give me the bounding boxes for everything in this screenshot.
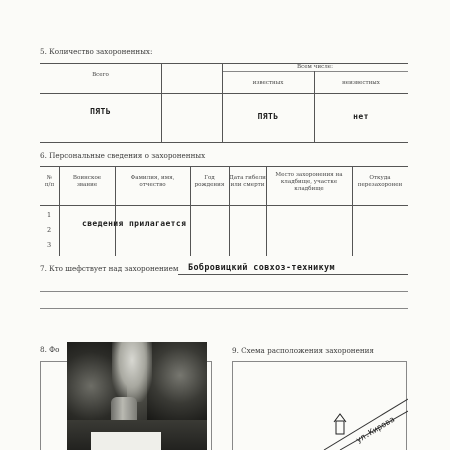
- memorial-photo: [67, 342, 207, 450]
- table5-header-total: Всего: [92, 72, 109, 78]
- table5-divider: [222, 63, 223, 142]
- section6-title: 6. Персональные сведения о захороненных: [40, 151, 206, 160]
- section8-frame-right: [211, 361, 212, 450]
- section5-title: 5. Количество захороненных:: [40, 47, 153, 56]
- row-number-2: 2: [47, 226, 52, 234]
- section8-label: 8. Фо: [40, 345, 60, 354]
- value-unknown: нет: [353, 112, 369, 121]
- street-line: [324, 399, 408, 450]
- table5-header-known: известных: [252, 80, 284, 86]
- table6-header-burial-place: Место захоронения на кладбище, участке кладбище: [275, 172, 343, 192]
- table6-header-birth-year: Год рождения: [194, 175, 225, 188]
- table5-sub-rule: [222, 71, 408, 72]
- table5-header-including: Всем числе:: [297, 64, 333, 70]
- value-known: ПЯТЬ: [257, 112, 279, 121]
- row-number-1: 1: [47, 211, 52, 219]
- burial-layout-sketch: [232, 361, 408, 450]
- table5-bottom-rule: [40, 142, 408, 143]
- table5-header-unknown: неизвестных: [342, 80, 380, 86]
- section7-underline: [178, 274, 408, 275]
- table5-header-rule: [40, 93, 408, 94]
- section7-label: 7. Кто шефствует над захоронением: [40, 264, 179, 273]
- section8-frame-left: [40, 361, 41, 450]
- value-total: ПЯТЬ: [90, 107, 111, 116]
- burial-marker-icon: [334, 414, 346, 434]
- table5-divider: [161, 63, 162, 142]
- table6-header-name: Фамилия, имя, отчество: [130, 175, 175, 188]
- typed-note-data-attached: сведения прилагается: [82, 219, 187, 228]
- table6-header-death-date: Дата гибели или смерти: [229, 175, 266, 188]
- blank-line: [40, 308, 408, 309]
- blank-line: [40, 291, 408, 292]
- table6-header-reburied-from: Откуда перезахоронен: [357, 175, 403, 188]
- section9-label: 9. Схема расположения захоронения: [232, 346, 374, 355]
- patron-value: Бобровицкий совхоз-техникум: [188, 262, 335, 272]
- table6-header-rank: Воинское звание: [72, 175, 102, 188]
- table6-header-number: № п/п: [44, 175, 55, 188]
- street-label: ул.Кирова: [354, 414, 397, 445]
- row-number-3: 3: [47, 241, 52, 249]
